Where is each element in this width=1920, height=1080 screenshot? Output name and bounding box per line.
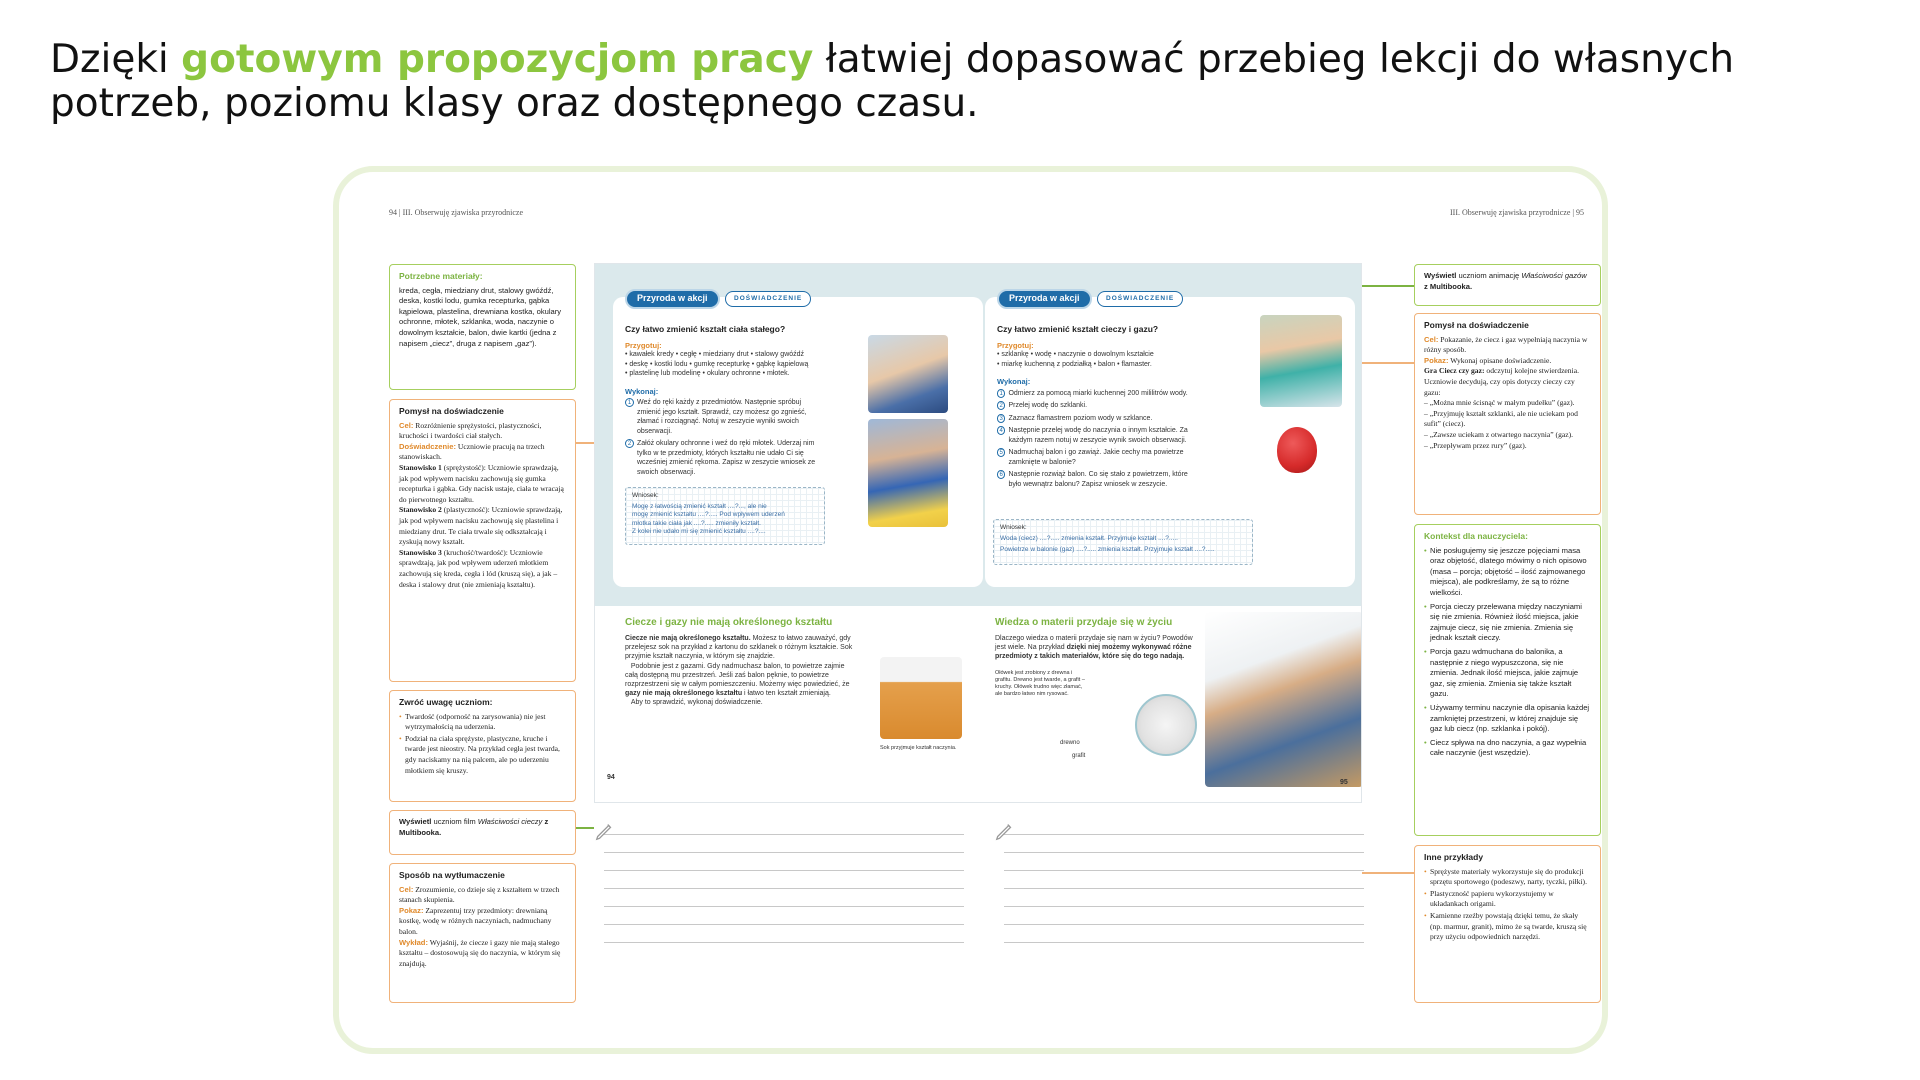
step-item xyxy=(997,448,1197,467)
teacher-context-box xyxy=(1414,524,1601,836)
section-p2a: Podobnie jest z gazami. Gdy nadmuchasz balon, to powietrze zajmie całą dostępną mu przestrzeń. Jeśli zaś balon pęknie, to powietrze rozprzestrzeni się w całym pomieszczeniu. Możemy więc powiedzieć, że xyxy=(625,662,850,689)
examples-list xyxy=(1424,867,1591,943)
section-p2b: gazy nie mają określonego kształtu xyxy=(625,690,743,698)
animation-pre: Wyświetl xyxy=(1424,271,1457,280)
step-number: 2 xyxy=(625,439,634,448)
connector-line xyxy=(1362,285,1414,287)
explain-cel-label: Cel: xyxy=(399,884,414,894)
running-head-left: 94 | III. Obserwuję zjawiska przyrodnicze xyxy=(389,208,523,217)
conclusion-line: mogę zmienić kształtu ....?..... Pod wpływem uderzeń xyxy=(632,511,785,518)
step-number: 5 xyxy=(997,448,1005,457)
step-item xyxy=(997,414,1197,424)
card-question: Czy łatwo zmienić kształt ciała stałego? xyxy=(625,324,786,334)
note-line xyxy=(604,870,964,871)
animation-box xyxy=(1414,264,1601,306)
prep-label: Przygotuj: xyxy=(625,340,662,350)
connector-line xyxy=(576,442,594,444)
step-text: Następnie rozwiąż balon. Co się stało z powietrzem, które było wewnątrz balonu? Zapisz wniosek w zeszycie. xyxy=(1008,471,1188,488)
step-item xyxy=(625,439,825,477)
juice-photo xyxy=(880,657,962,739)
context-title: Kontekst dla nauczyciela: xyxy=(1424,531,1528,541)
right-pokaz-label: Pokaz: xyxy=(1424,355,1449,365)
przyroda-badge: Przyroda w akcji xyxy=(625,289,720,309)
film-text xyxy=(399,817,566,838)
note-line xyxy=(1004,924,1364,925)
explain-box xyxy=(389,863,576,1003)
right-idea-box xyxy=(1414,313,1601,515)
doswiadczenie-label: Doświadczenie: xyxy=(399,441,456,451)
experiment-idea-title: Pomysł na doświadczenie xyxy=(399,406,504,416)
quote-line: – „Przepływam przez rury” (gaz). xyxy=(1424,440,1527,450)
pencil-icon xyxy=(994,820,1016,842)
page-number-left: 94 xyxy=(607,774,615,781)
explain-title: Sposób na wytłumaczenie xyxy=(399,870,505,880)
quote-line: – „Przyjmuję kształt szklanki, ale nie uciekam pod sufit” (ciecz). xyxy=(1424,408,1578,429)
experiment-idea-body xyxy=(399,421,566,591)
step-number: 6 xyxy=(997,470,1005,479)
station2-label: Stanowisko 2 xyxy=(399,505,442,515)
explain-pokaz-label: Pokaz: xyxy=(399,905,424,915)
explain-wyklad-text: Wyjaśnij, że ciecze i gazy nie mają stałego kształtu – dostosowują się do naczynia, w którym się znajdują. xyxy=(399,937,561,968)
headline-highlight: gotowym propozycjom pracy xyxy=(181,37,814,82)
example-item: • Kamienne rzeźby powstają dzięki temu, że skały (np. marmur, granit), mimo że są twarde, kruszą się przy użyciu odpowiednich narzędzi. xyxy=(1424,911,1591,943)
step-text: Następnie przelej wodę do naczynia o innym kształcie. Za każdym razem notuj w zeszycie wynik swoich obserwacji. xyxy=(1008,427,1188,444)
film-mid: uczniom film xyxy=(431,817,478,826)
station1-label: Stanowisko 1 xyxy=(399,462,442,472)
prep-item: • szklankę • wodę • naczynie o dowolnym kształcie xyxy=(997,351,1154,358)
attention-item: • Podział na ciała sprężyste, plastyczne, kruche i twarde jest nieostry. Na przykład cegła jest twarda, gdy naciskamy na nią palcem, ale po uderzeniu młotkiem się kruszy. xyxy=(399,734,566,776)
step-text: Weź do ręki każdy z przedmiotów. Następnie spróbuj zmienić jego kształt. Sprawdź, czy możesz go zgnieść, złamać i rozciągnąć. Notuj w zeszycie wyniki swoich obserwacji. xyxy=(637,399,807,435)
pencil-zoom-circle xyxy=(1135,694,1197,756)
note-line xyxy=(604,888,964,889)
cel-text: Rozróżnienie sprężystości, plastyczności, kruchości i twardości ciał stałych. xyxy=(399,420,542,441)
conclusion-title: Wniosek: xyxy=(1000,524,1027,531)
step-number: 1 xyxy=(625,398,634,407)
section-p1a: Dlaczego wiedza o materii przydaje się nam w życiu? Powodów jest wiele. Na przykład xyxy=(995,635,1193,652)
animation-mid: uczniom animację xyxy=(1456,271,1522,280)
note-line xyxy=(1004,942,1364,943)
station1-text: (sprężystość): Uczniowie sprawdzają, jak pod wpływem nacisku zachowują się gumka recepturka i gąbka. Gdy nacisk ustaje, ciała te wracają do pierwotnego kształtu. xyxy=(399,462,564,504)
experiment-card-liquid-gas xyxy=(985,293,1355,587)
right-cel-label: Cel: xyxy=(1424,334,1439,344)
film-post: z Multibooka. xyxy=(399,817,549,837)
prep-item: • plastelinę lub modelinę • okulary ochronne • młotek. xyxy=(625,370,790,377)
section-p1b: dzięki niej możemy wykonywać różne przedmioty z takich materiałów, które się do tego nadają. xyxy=(995,644,1192,661)
step-item xyxy=(997,401,1197,411)
section-title: Wiedza o materii przydaje się w życiu xyxy=(995,617,1173,628)
book-spread-frame xyxy=(333,166,1608,1054)
notes-area-right xyxy=(994,820,1364,970)
conclusion-line: Z kolei nie udało mi się zmienić kształtu ....?.... xyxy=(632,528,766,535)
right-pokaz-text: Wykonaj opisane doświadczenie. xyxy=(1448,355,1552,365)
gra-label: Gra Ciecz czy gaz: xyxy=(1424,366,1485,376)
explain-pokaz-text: Zaprezentuj trzy przedmioty: drewnianą kostkę, wodę w różnych naczyniach, nadmuchany balon. xyxy=(399,905,552,936)
conclusion-title: Wniosek: xyxy=(632,492,659,499)
doswiadczenie-tag: DOŚWIADCZENIE xyxy=(1097,291,1183,307)
step-text: Nadmuchaj balon i go zawiąż. Jakie cechy ma powietrze zamknięte w balonie? xyxy=(1008,449,1184,466)
boy-drawing-photo xyxy=(1205,612,1362,787)
boy-hammer-photo xyxy=(868,419,948,527)
connector-line xyxy=(1362,872,1414,874)
step-number: 4 xyxy=(997,426,1005,435)
connector-line xyxy=(576,827,594,829)
materials-box xyxy=(389,264,576,390)
film-pre: Wyświetl xyxy=(399,817,432,826)
prep-item: • deskę • kostki lodu • gumkę recepturkę • gąbkę kąpielową xyxy=(625,360,809,368)
experiment-idea-box xyxy=(389,399,576,682)
conclusion-line: młotka takie ciała jak ....?..... zmieniły kształt. xyxy=(632,519,761,527)
girl-water-photo xyxy=(1260,315,1342,407)
context-item: • Porcja gazu wdmuchana do balonika, a następnie z niego wypuszczona, się nie zmienia. Jednak ilość miejsca, jakie zajmuje gaz, się zmienia. Zmienia się także kształt gazu. xyxy=(1424,647,1591,700)
experiment-card-solid xyxy=(613,293,983,587)
juice-caption: Sok przyjmuje kształt naczynia. xyxy=(880,745,957,751)
step-number: 2 xyxy=(997,401,1005,410)
explain-cel-text: Zrozumienie, co dzieje się z kształtem w trzech stanach skupienia. xyxy=(399,884,560,905)
animation-post: z Multibooka. xyxy=(1424,281,1473,291)
section-p1: Możesz to łatwo zauważyć, gdy przelejesz sok na przykład z kartonu do szklanek o różnym kształcie. Sok przyjmie kształt naczynia, w którym się znajdzie. xyxy=(625,635,853,661)
label-grafit: grafit xyxy=(1072,753,1086,759)
right-idea-title: Pomysł na doświadczenie xyxy=(1424,320,1529,330)
step-text: Załóż okulary ochronne i weź do ręki młotek. Uderzaj nim tylko w te przedmioty, których kształtu nie udało Ci się wcześniej zmienić rękoma. Zapisz w zeszycie wniosek ze swoich obserwacji. xyxy=(637,440,816,476)
step-text: Przelej wodę do szklanki. xyxy=(1008,402,1088,409)
note-line xyxy=(1004,870,1364,871)
example-item: • Sprężyste materiały wykorzystuje się do produkcji sprzętu sportowego (podeszwy, narty, tyczki, piłki). xyxy=(1424,867,1591,888)
running-head-right: III. Obserwuję zjawiska przyrodnicze | 95 xyxy=(1450,208,1584,217)
animation-text xyxy=(1424,271,1591,292)
right-idea-body xyxy=(1424,335,1591,452)
other-examples-box xyxy=(1414,845,1601,1003)
conclusion-box xyxy=(993,519,1253,565)
note-line xyxy=(1004,906,1364,907)
materials-title: Potrzebne materiały: xyxy=(399,271,483,281)
context-item: • Ciecz spływa na dno naczynia, a gaz wypełnia całe naczynie (jest wszędzie). xyxy=(1424,738,1591,759)
note-line xyxy=(604,924,964,925)
label-drewno: drewno xyxy=(1060,740,1080,746)
right-cel-text: Pokazanie, że ciecz i gaz wypełniają naczynia w różny sposób. xyxy=(1424,334,1588,355)
note-line xyxy=(604,834,964,835)
section-body xyxy=(995,634,1205,662)
materials-text: kreda, cegła, miedziany drut, stalowy gwóźdź, deska, kostki lodu, gumka recepturka, gąbka kąpielowa, plastelina, drewniana kostka, okulary ochronne, młotek, szklanka, woda, naczynie o dowolnym kształcie, balon, dwie kartki (jedna z napisem „ciecz”, druga z napisem „gaz”). xyxy=(399,285,562,348)
note-line xyxy=(1004,834,1364,835)
step-text: Odmierz za pomocą miarki kuchennej 200 mililitrów wody. xyxy=(1008,389,1188,397)
station2-text: (plastyczność): Uczniowie sprawdzają, jak pod wpływem nacisku zachowują się plastelina i miedziany drut. Te ciała trwale się odkształcają i zyskują nowy kształt. xyxy=(399,505,563,547)
conclusion-line: Woda (ciecz) ....?..... zmienia kształt. Przyjmuje kształt ....?..... xyxy=(1000,534,1178,542)
attention-box xyxy=(389,690,576,802)
do-label: Wykonaj: xyxy=(625,386,659,396)
do-label: Wykonaj: xyxy=(997,377,1031,386)
prep-label: Przygotuj: xyxy=(997,340,1034,350)
przyroda-badge: Przyroda w akcji xyxy=(997,289,1092,309)
animation-title: Właściwości gazów xyxy=(1521,271,1587,280)
explain-wyklad-label: Wykład: xyxy=(399,937,428,947)
note-line xyxy=(604,852,964,853)
station3-text: (kruchość/twardość): Uczniowie sprawdzają, jak pod wpływem uderzeń młotkiem zachowują się kreda, cegła i lód (kruszą się), a jak – deska i stalowy drut (nie zmieniają kształtu). xyxy=(399,547,558,589)
doswiadczenie-text: Uczniowie pracują na trzech stanowiskach. xyxy=(399,441,545,462)
section-body xyxy=(625,634,855,708)
attention-list xyxy=(399,712,566,777)
pencil-caption: Ołówek jest zrobiony z drewna i grafitu. Drewno jest twarde, a grafit – kruchy. Ołówek trudno więc złamać, ale bardzo łatwo nim rysować. xyxy=(995,669,1085,697)
context-item: • Porcja cieczy przelewana między naczyniami się nie zmienia. Również ilość miejsca, jakie zajmuje ciecz, się nie zmienia. Zmienia się jednak kształt cieczy. xyxy=(1424,602,1591,644)
conclusion-box xyxy=(625,487,825,545)
quote-line: – „Można mnie ścisnąć w małym pudełku” (gaz). xyxy=(1424,398,1575,408)
step-item xyxy=(625,398,825,436)
step-text: Zaznacz flamastrem poziom wody w szklance. xyxy=(1008,414,1153,422)
conclusion-line: Mogę z łatwością zmienić kształt ....?..., ale nie xyxy=(632,502,767,510)
attention-item: • Twardość (odporność na zarysowania) nie jest wytrzymałością na uderzenia. xyxy=(399,712,566,733)
textbook-spread xyxy=(594,263,1362,803)
headline xyxy=(50,38,1880,126)
page-number-right: 95 xyxy=(1340,779,1348,786)
doswiadczenie-tag: DOŚWIADCZENIE xyxy=(725,291,811,307)
example-item: • Plastyczność papieru wykorzystujemy w układankach origami. xyxy=(1424,889,1591,910)
headline-part1: Dzięki xyxy=(50,37,182,82)
cel-label: Cel: xyxy=(399,420,414,430)
note-line xyxy=(604,906,964,907)
prep-item: • miarkę kuchenną z podziałką • balon • flamaster. xyxy=(997,360,1152,368)
headline-part2: łatwiej dopasować przebieg lekcji do własnych potrzeb, poziomu klasy oraz dostępnego czasu. xyxy=(50,37,1735,126)
notes-area-left xyxy=(594,820,964,970)
connector-line xyxy=(1362,362,1414,364)
examples-title: Inne przykłady xyxy=(1424,852,1484,862)
prep-item: • kawałek kredy • cegłę • miedziany drut • stalowy gwóźdź xyxy=(625,351,805,358)
conclusion-line: Powietrze w balonie (gaz) ....?..... zmienia kształt. Przyjmuje kształt ....?..... xyxy=(1000,546,1215,553)
boy-breaking-photo xyxy=(868,335,948,413)
red-balloon-photo xyxy=(1277,427,1317,473)
context-list xyxy=(1424,546,1591,759)
section-p2c: i łatwo ten kształt zmieniają. xyxy=(742,690,831,698)
film-box xyxy=(389,810,576,855)
station3-label: Stanowisko 3 xyxy=(399,547,442,557)
context-item: • Używamy terminu naczynie dla opisania każdej zamkniętej przestrzeni, w której znajduje się gaz lub ciecz (np. szklanka i pokój). xyxy=(1424,703,1591,735)
section-p3: Aby to sprawdzić, wykonaj doświadczenie. xyxy=(630,699,763,707)
note-line xyxy=(1004,888,1364,889)
pencil-icon xyxy=(594,820,616,842)
section-title: Ciecze i gazy nie mają określonego kształtu xyxy=(625,617,833,628)
step-number: 3 xyxy=(997,414,1005,423)
step-item xyxy=(997,426,1197,445)
explain-body xyxy=(399,885,566,970)
gra-text: odczytuj kolejne stwierdzenia. Uczniowie decydują, czy opis dotyczy cieczy czy gazu: xyxy=(1424,366,1579,397)
context-item: • Nie posługujemy się jeszcze pojęciami masa oraz objętość, dlatego mówimy o nich opisowo (masa – porcja; objętość – ilość zajmowanego miejsca), ale podkreślamy, że są to różne wielkości. xyxy=(1424,546,1591,599)
film-title: Właściwości cieczy xyxy=(477,817,543,826)
liquids-gases-section xyxy=(625,617,995,751)
attention-title: Zwróć uwagę uczniom: xyxy=(399,697,493,707)
note-line xyxy=(604,942,964,943)
section-lead: Ciecze nie mają określonego kształtu. xyxy=(625,635,751,642)
card-question: Czy łatwo zmienić kształt cieczy i gazu? xyxy=(997,324,1159,334)
step-item xyxy=(997,470,1197,489)
quote-line: – „Zawsze uciekam z otwartego naczynia” (gaz). xyxy=(1424,429,1574,439)
note-line xyxy=(1004,852,1364,853)
step-number: 1 xyxy=(997,389,1005,398)
step-item xyxy=(997,389,1197,399)
